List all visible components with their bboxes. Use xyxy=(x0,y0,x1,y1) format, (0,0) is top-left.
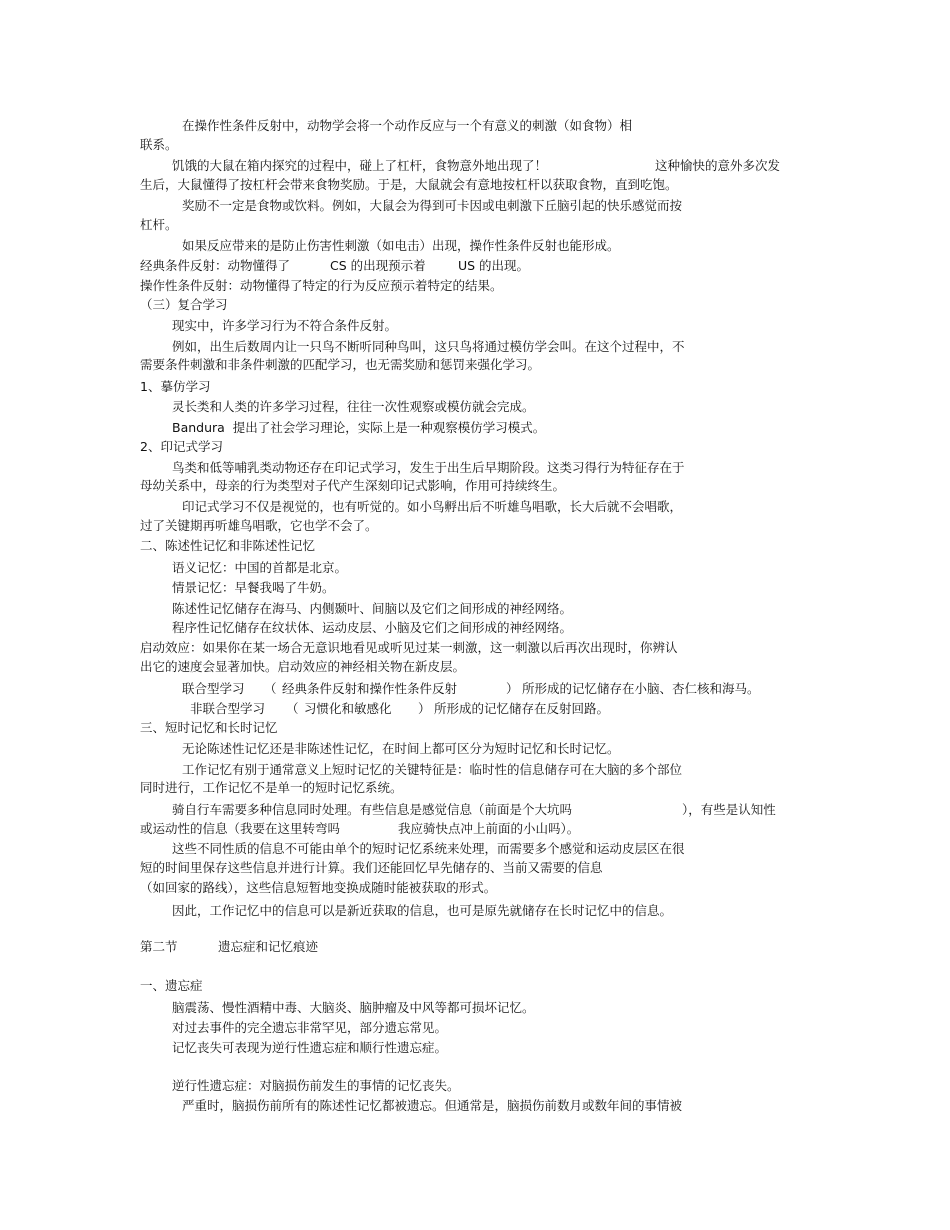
text-line: 短的时间里保存这些信息并进行计算。我们还能回忆早先储存的、当前又需要的信息 xyxy=(140,860,603,875)
text-line: 如果反应带来的是防止伤害性刺激（如电击）出现，操作性条件反射也能形成。 xyxy=(182,238,620,253)
text-line: 这种愉快的意外多次发 xyxy=(655,158,781,173)
text-line: （ xyxy=(264,681,277,696)
text-line: 需要条件刺激和非条件刺激的匹配学习，也无需奖励和惩罚来强化学习。 xyxy=(140,357,541,372)
text-line: 例如，出生后数周内让一只鸟不断听同种鸟叫，这只鸟将通过模仿学会叫。在这个过程中，不 xyxy=(172,339,685,354)
text-line: 对过去事件的完全遗忘非常罕见，部分遗忘常见。 xyxy=(172,1020,448,1035)
text-line: Bandura 提出了社会学习理论，实际上是一种观察模仿学习模式。 xyxy=(172,420,546,435)
text-line: 脑震荡、慢性酒精中毒、大脑炎、脑肿瘤及中风等都可损坏记忆。 xyxy=(172,1000,535,1015)
text-line: 所形成的记忆储存在反射回路。 xyxy=(434,701,610,716)
text-line: 生后，大鼠懂得了按杠杆会带来食物奖励。于是，大鼠就会有意地按杠杆以获取食物，直到吃饱。 xyxy=(140,177,678,192)
text-line: 印记式学习不仅是视觉的，也有听觉的。如小鸟孵出后不听雄鸟唱歌，长大后就不会唱歌， xyxy=(182,499,683,514)
text-line: 逆行性遗忘症：对脑损伤前发生的事情的记忆丧失。 xyxy=(172,1078,460,1093)
text-line: 现实中，许多学习行为不符合条件反射。 xyxy=(172,318,398,333)
text-line: 非联合型学习 xyxy=(190,701,266,716)
text-line: 过了关键期再听雄鸟唱歌，它也学不会了。 xyxy=(140,518,378,533)
text-line: 启动效应：如果你在某一场合无意识地看见或听见过某一刺激，这一刺激以后再次出现时，你辨认 xyxy=(140,640,678,655)
text-line: 操作性条件反射：动物懂得了特定的行为反应预示着特定的结果。 xyxy=(140,278,503,293)
section-heading: 三、短时记忆和长时记忆 xyxy=(140,720,278,735)
text-line: 骑自行车需要多种信息同时处理。有些信息是感觉信息（前面是个大坑吗 xyxy=(172,802,573,817)
text-line: 经典条件反射：动物懂得了 xyxy=(140,258,291,273)
text-line: 语义记忆：中国的首都是北京。 xyxy=(172,560,348,575)
text-line: US 的出现。 xyxy=(458,258,530,273)
text-line: 习惯化和敏感化 xyxy=(304,701,392,716)
text-line: ），有些是认知性 xyxy=(682,802,776,817)
text-line: 无论陈述性记忆还是非陈述性记忆，在时间上都可区分为短时记忆和长时记忆。 xyxy=(182,741,620,756)
text-line: 联系。 xyxy=(140,137,178,152)
text-line: 杠杆。 xyxy=(140,217,178,232)
text-line: 情景记忆：早餐我喝了牛奶。 xyxy=(172,580,335,595)
text-line: 记忆丧失可表现为逆行性遗忘症和顺行性遗忘症。 xyxy=(172,1040,448,1055)
text-line: （如回家的路线），这些信息短暂地变换成随时能被获取的形式。 xyxy=(140,880,497,895)
text-line: 出它的速度会显著加快。启动效应的神经相关物在新皮层。 xyxy=(140,659,466,674)
text-line: 所形成的记忆储存在小脑、杏仁核和海马。 xyxy=(522,681,760,696)
text-line: 饥饿的大鼠在箱内探究的过程中，碰上了杠杆，食物意外地出现了！ xyxy=(172,158,548,173)
section-heading: 2、印记式学习 xyxy=(140,439,223,454)
text-line: 因此，工作记忆中的信息可以是新近获取的信息，也可是原先就储存在长时记忆中的信息。 xyxy=(172,903,673,918)
section-heading: 二、陈述性记忆和非陈述性记忆 xyxy=(140,538,316,553)
text-line: CS 的出现预示着 xyxy=(330,258,426,273)
section-heading: （三）复合学习 xyxy=(140,297,228,312)
text-line: 或运动性的信息（我要在这里转弯吗 xyxy=(140,821,341,836)
section-title: 第二节 xyxy=(140,939,178,954)
text-line: 严重时，脑损伤前所有的陈述性记忆都被遗忘。但通常是，脑损伤前数月或数年间的事情被 xyxy=(182,1098,683,1113)
text-line: 奖励不一定是食物或饮料。例如，大鼠会为得到可卡因或电刺激下丘脑引起的快乐感觉而按 xyxy=(182,198,683,213)
text-line: （ xyxy=(286,701,299,716)
section-heading: 一、遗忘症 xyxy=(140,978,203,993)
text-line: ） xyxy=(506,681,519,696)
text-line: 同时进行，工作记忆不是单一的短时记忆系统。 xyxy=(140,780,403,795)
text-line: 母幼关系中，母亲的行为类型对子代产生深刻印记式影响，作用可持续终生。 xyxy=(140,478,566,493)
text-line: ） xyxy=(418,701,431,716)
text-line: 陈述性记忆储存在海马、内侧颞叶、间脑以及它们之间形成的神经网络。 xyxy=(172,601,573,616)
section-title: 遗忘症和记忆痕迹 xyxy=(218,939,319,954)
text-line: 我应骑快点冲上前面的小山吗）。 xyxy=(398,821,580,836)
text-line: 鸟类和低等哺乳类动物还存在印记式学习，发生于出生后早期阶段。这类习得行为特征存在于 xyxy=(172,460,685,475)
text-line: 程序性记忆储存在纹状体、运动皮层、小脑及它们之间形成的神经网络。 xyxy=(172,620,573,635)
text-line: 联合型学习 xyxy=(182,681,245,696)
text-line: 在操作性条件反射中，动物学会将一个动作反应与一个有意义的刺激（如食物）相 xyxy=(182,118,633,133)
text-line: 经典条件反射和操作性条件反射 xyxy=(282,681,458,696)
section-heading: 1、摹仿学习 xyxy=(140,379,211,394)
text-line: 灵长类和人类的许多学习过程，往往一次性观察或模仿就会完成。 xyxy=(172,399,535,414)
text-line: 这些不同性质的信息不可能由单个的短时记忆系统来处理，而需要多个感觉和运动皮层区在很 xyxy=(172,841,685,856)
text-line: 工作记忆有别于通常意义上短时记忆的关键特征是：临时性的信息储存可在大脑的多个部位 xyxy=(182,762,683,777)
